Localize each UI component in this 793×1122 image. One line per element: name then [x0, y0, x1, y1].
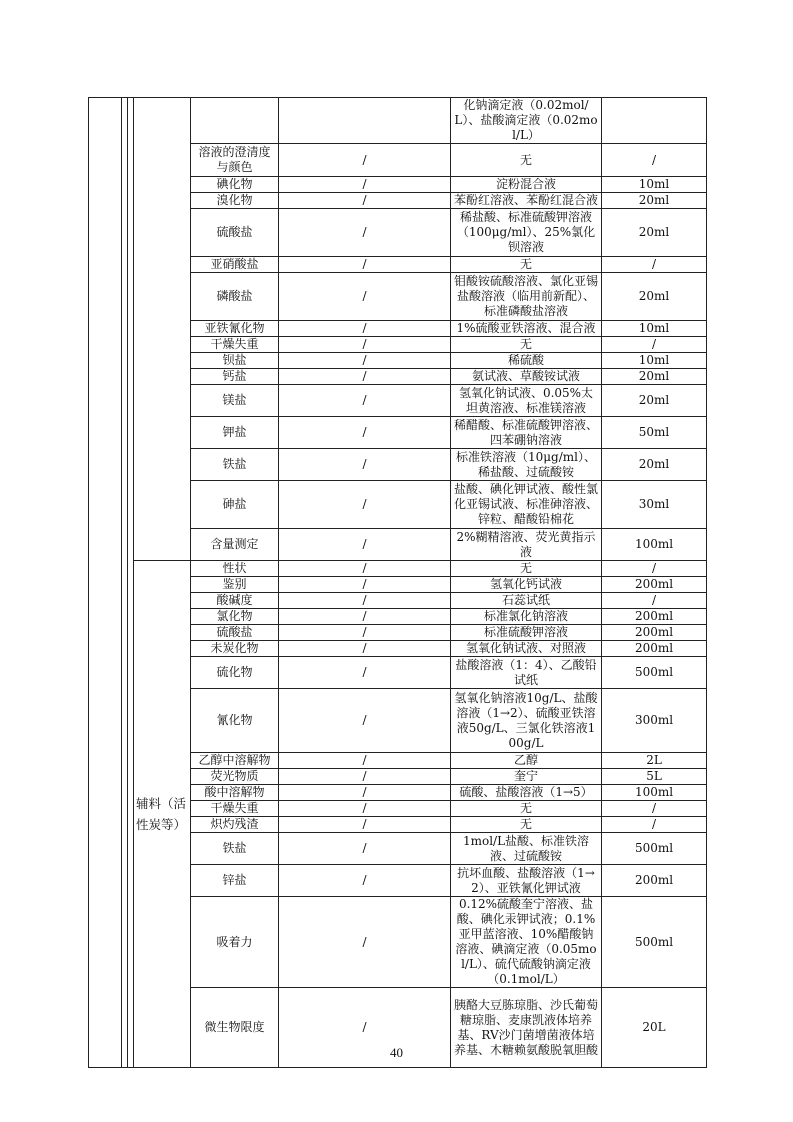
reagent-cell: 稀醋酸、标准硫酸钾溶液、四苯硼钠溶液 [451, 417, 602, 449]
amount-cell: 300ml [602, 689, 707, 753]
amount-cell: 100ml [602, 785, 707, 801]
test-item-cell: 性状 [191, 561, 279, 577]
reagent-table-body [89, 98, 707, 1068]
reagent-cell: 无 [451, 561, 602, 577]
test-item-cell: 硫酸盐 [191, 209, 279, 257]
instrument-cell [279, 98, 451, 144]
amount-cell: 2L [602, 753, 707, 769]
instrument-cell: / [279, 369, 451, 385]
instrument-cell: / [279, 144, 451, 177]
reagent-table [88, 97, 707, 1068]
test-item-cell: 氯化物 [191, 609, 279, 625]
instrument-cell: / [279, 897, 451, 988]
instrument-cell: / [279, 209, 451, 257]
test-item-cell: 酸碱度 [191, 593, 279, 609]
reagent-cell: 标准氯化钠溶液 [451, 609, 602, 625]
instrument-cell: / [279, 529, 451, 561]
amount-cell: 500ml [602, 897, 707, 988]
test-item-cell: 未炭化物 [191, 641, 279, 657]
amount-cell: 20ml [602, 369, 707, 385]
instrument-cell: / [279, 593, 451, 609]
amount-cell: 500ml [602, 833, 707, 865]
test-item-cell: 干燥失重 [191, 337, 279, 353]
amount-cell [602, 98, 707, 144]
reagent-cell: 化钠滴定液（0.02mol/L）、盐酸滴定液（0.02mol/L） [451, 98, 602, 144]
test-item-cell: 吸着力 [191, 897, 279, 988]
reagent-cell: 奎宁 [451, 769, 602, 785]
test-item-cell: 钙盐 [191, 369, 279, 385]
instrument-cell: / [279, 273, 451, 321]
test-item-cell: 亚铁氰化物 [191, 321, 279, 337]
instrument-cell: / [279, 385, 451, 417]
instrument-cell: / [279, 865, 451, 897]
reagent-cell: 氢氧化钠试液、对照液 [451, 641, 602, 657]
table-row [89, 98, 707, 144]
test-item-cell: 荧光物质 [191, 769, 279, 785]
instrument-cell: / [279, 193, 451, 209]
test-item-cell: 硫酸盐 [191, 625, 279, 641]
amount-cell: 20ml [602, 193, 707, 209]
reagent-cell: 氢氧化钙试液 [451, 577, 602, 593]
reagent-cell: 无 [451, 801, 602, 817]
test-item-cell: 锌盐 [191, 865, 279, 897]
test-item-cell: 微生物限度 [191, 988, 279, 1068]
reagent-cell: 1%硫酸亚铁溶液、混合液 [451, 321, 602, 337]
amount-cell: 20ml [602, 273, 707, 321]
amount-cell: 500ml [602, 657, 707, 689]
amount-cell: 20ml [602, 209, 707, 257]
test-item-cell: 砷盐 [191, 481, 279, 529]
test-item-cell: 铁盐 [191, 449, 279, 481]
test-item-cell: 亚硝酸盐 [191, 257, 279, 273]
instrument-cell: / [279, 641, 451, 657]
instrument-cell: / [279, 353, 451, 369]
amount-cell: 50ml [602, 417, 707, 449]
reagent-cell: 稀盐酸、标准硫酸钾溶液（100μg/ml）、25%氯化钡溶液 [451, 209, 602, 257]
test-item-cell: 镁盐 [191, 385, 279, 417]
test-item-cell: 干燥失重 [191, 801, 279, 817]
instrument-cell: / [279, 577, 451, 593]
test-item-cell [191, 98, 279, 144]
reagent-cell: 胰酪大豆胨琼脂、沙氏葡萄糖琼脂、麦康凯液体培养基、RV沙门菌增菌液体培养基、木糖赖氨酸脱氧胆酸 [451, 988, 602, 1068]
test-item-cell: 溶液的澄清度与颜色 [191, 144, 279, 177]
reagent-cell: 钼酸铵硫酸溶液、氯化亚锡盐酸溶液（临用前新配）、标准磷酸盐溶液 [451, 273, 602, 321]
amount-cell: 200ml [602, 577, 707, 593]
reagent-cell: 淀粉混合液 [451, 177, 602, 193]
test-item-cell: 炽灼残渣 [191, 817, 279, 833]
reagent-cell: 石蕊试纸 [451, 593, 602, 609]
amount-cell: / [602, 144, 707, 177]
amount-cell: 100ml [602, 529, 707, 561]
reagent-cell: 0.12%硫酸奎宁溶液、盐酸、碘化汞钾试液；0.1%亚甲蓝溶液、10%醋酸钠溶液、碘滴定液（0.05mol/L）、硫代硫酸钠滴定液（0.1mol/L） [451, 897, 602, 988]
instrument-cell: / [279, 609, 451, 625]
test-item-cell: 碘化物 [191, 177, 279, 193]
amount-cell: 20L [602, 988, 707, 1068]
reagent-cell: 无 [451, 257, 602, 273]
reagent-cell: 硫酸、盐酸溶液（1→5） [451, 785, 602, 801]
instrument-cell: / [279, 257, 451, 273]
amount-cell: 200ml [602, 625, 707, 641]
instrument-cell: / [279, 801, 451, 817]
amount-cell: 10ml [602, 321, 707, 337]
instrument-cell: / [279, 321, 451, 337]
test-item-cell: 磷酸盐 [191, 273, 279, 321]
instrument-cell: / [279, 657, 451, 689]
instrument-cell: / [279, 785, 451, 801]
amount-cell: 30ml [602, 481, 707, 529]
instrument-cell: / [279, 769, 451, 785]
amount-cell: / [602, 817, 707, 833]
test-item-cell: 酸中溶解物 [191, 785, 279, 801]
test-item-cell: 钡盐 [191, 353, 279, 369]
reagent-cell: 标准铁溶液（10μg/ml）、稀盐酸、过硫酸铵 [451, 449, 602, 481]
amount-cell: 20ml [602, 385, 707, 417]
amount-cell: / [602, 801, 707, 817]
instrument-cell: / [279, 833, 451, 865]
reagent-cell: 无 [451, 817, 602, 833]
test-item-cell: 硫化物 [191, 657, 279, 689]
instrument-cell: / [279, 988, 451, 1068]
instrument-cell: / [279, 417, 451, 449]
test-item-cell: 乙醇中溶解物 [191, 753, 279, 769]
instrument-cell: / [279, 625, 451, 641]
reagent-cell: 稀硫酸 [451, 353, 602, 369]
test-item-cell: 钾盐 [191, 417, 279, 449]
reagent-cell: 无 [451, 144, 602, 177]
amount-cell: / [602, 257, 707, 273]
test-item-cell: 铁盐 [191, 833, 279, 865]
reagent-cell: 盐酸溶液（1：4）、乙酸铅试纸 [451, 657, 602, 689]
amount-cell: / [602, 337, 707, 353]
reagent-cell: 2%糊精溶液、荧光黄指示液 [451, 529, 602, 561]
category-cell [89, 98, 122, 1068]
test-item-cell: 鉴别 [191, 577, 279, 593]
reagent-cell: 乙醇 [451, 753, 602, 769]
reagent-cell: 氢氧化钠试液、0.05%太坦黄溶液、标准镁溶液 [451, 385, 602, 417]
instrument-cell: / [279, 561, 451, 577]
amount-cell: 200ml [602, 609, 707, 625]
instrument-cell: / [279, 337, 451, 353]
amount-cell: 10ml [602, 353, 707, 369]
instrument-cell: / [279, 481, 451, 529]
reagent-cell: 1mol/L盐酸、标准铁溶液、过硫酸铵 [451, 833, 602, 865]
group-label-cell: 辅料（活性炭等） [134, 561, 191, 1068]
page-number: 40 [390, 1045, 403, 1060]
instrument-cell: / [279, 753, 451, 769]
reagent-cell: 标准硫酸钾溶液 [451, 625, 602, 641]
test-item-cell: 含量测定 [191, 529, 279, 561]
amount-cell: / [602, 561, 707, 577]
test-item-cell: 溴化物 [191, 193, 279, 209]
instrument-cell: / [279, 449, 451, 481]
amount-cell: 20ml [602, 449, 707, 481]
amount-cell: 200ml [602, 641, 707, 657]
instrument-cell: / [279, 817, 451, 833]
reagent-cell: 氨试液、草酸铵试液 [451, 369, 602, 385]
instrument-cell: / [279, 689, 451, 753]
reagent-cell: 无 [451, 337, 602, 353]
amount-cell: 200ml [602, 865, 707, 897]
reagent-cell: 苯酚红溶液、苯酚红混合液 [451, 193, 602, 209]
reagent-cell: 盐酸、碘化钾试液、酸性氯化亚锡试液、标准砷溶液、锌粒、醋酸铅棉花 [451, 481, 602, 529]
instrument-cell: / [279, 177, 451, 193]
group-label-cell [134, 98, 191, 561]
reagent-cell: 氢氧化钠溶液10g/L、盐酸溶液（1→2）、硫酸亚铁溶液50g/L、三氯化铁溶液100g/L [451, 689, 602, 753]
amount-cell: 10ml [602, 177, 707, 193]
table-row [89, 561, 707, 577]
test-item-cell: 氰化物 [191, 689, 279, 753]
reagent-cell: 抗坏血酸、盐酸溶液（1→2）、亚铁氰化钾试液 [451, 865, 602, 897]
amount-cell: / [602, 593, 707, 609]
amount-cell: 5L [602, 769, 707, 785]
